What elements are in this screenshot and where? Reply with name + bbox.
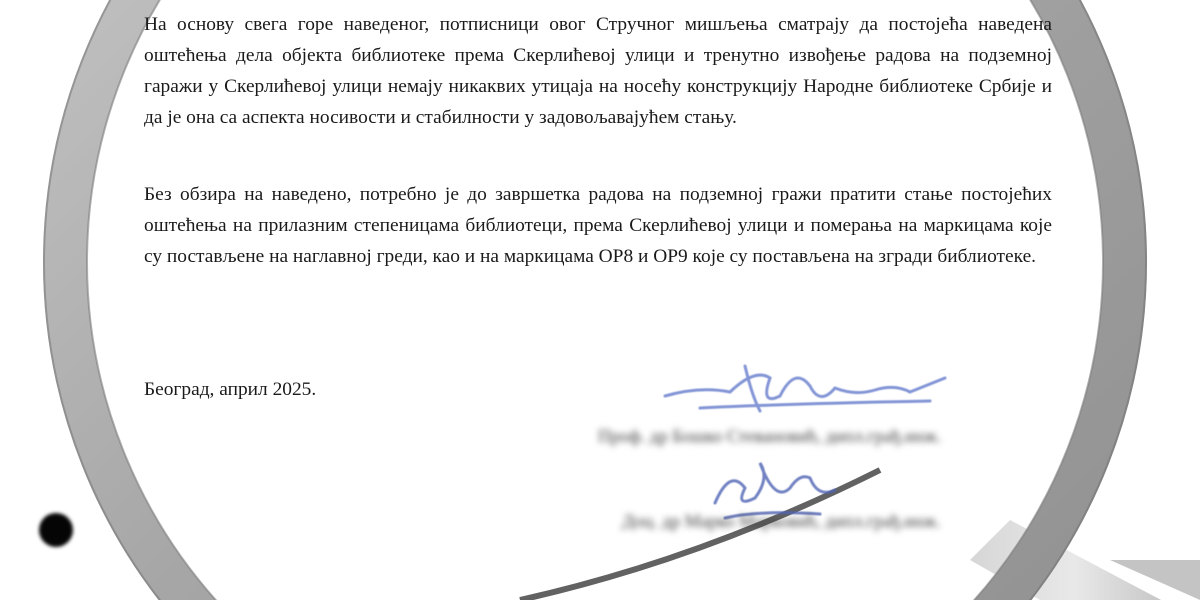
handwritten-signature-1 — [660, 356, 960, 426]
signer-name-1: Проф. др Бошко Стевановић, дипл.грађ.инж. — [598, 426, 942, 446]
signer-name-2: Доц. др Марко Марковић, дипл.грађ.инж. — [622, 511, 941, 531]
paragraph-conclusion: На основу свега горе наведеног, потписници овог Стручног мишљења сматрају да постојећа наведена оштећења дела објекта библиотеке према Скерлићевој улици и тренутно извођење радова на подземној гаражи у Скерлићевој улици немају никаквих утицаја на носећу конструкцију Народне библиотеке Србије и да је она са аспекта носивости и стабилности у задовољавајућем стању. — [144, 14, 1052, 128]
paragraph-monitoring: Без обзира на наведено, потребно је до завршетка радова на подземној гражи пратити стање постојећих оштећења на прилазним степеницама библиотеци, према Скерлићевој улици и померања на маркицама које су постављене на наглавној греди, као и на маркицама OP8 и OP9 које су постављена на згради библиотеке. — [144, 184, 1052, 267]
place-date: Београд, април 2025. — [144, 379, 317, 400]
black-dot — [39, 513, 73, 547]
